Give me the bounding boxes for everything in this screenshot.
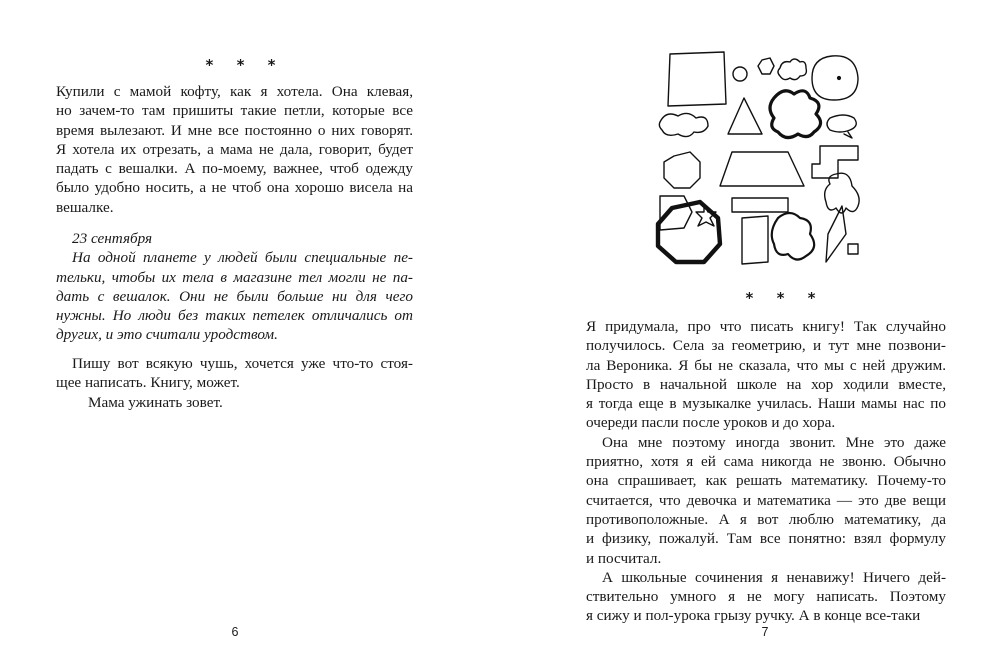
text-line: Купили с мамой кофту, как я хотела. Она клевая,	[56, 83, 413, 100]
text-line: нужны. Но люди без таких петелек отличались от	[56, 307, 413, 325]
text-line: ла Вероника. Я бы не сказала, что мы с ней дружим.	[586, 356, 946, 374]
paragraph-2	[586, 433, 946, 568]
right-page	[500, 0, 1000, 667]
section-divider-stars: * * *	[745, 289, 825, 307]
paragraph-3	[586, 568, 946, 626]
text-line: я сижу и пол-урока грызу ручку. А в конце все-таки	[586, 607, 921, 625]
diary-text	[56, 248, 413, 344]
main-text	[586, 317, 946, 626]
text-line: других, и это считали уродством.	[56, 326, 278, 344]
entry-paragraph	[56, 82, 413, 217]
section-divider-stars: * * *	[205, 56, 285, 74]
text-line: Я придумала, про что писать книгу! Так случайно	[586, 318, 946, 335]
text-line: щее написать. Книгу, может.	[56, 374, 240, 392]
text-line: А школьные сочинения я ненавижу! Ничего дей-	[602, 568, 946, 586]
text-line: дать с вешалок. Они не были больше ни для чего	[56, 287, 413, 305]
text-line: и физику, пожалуй. Там все понятно: взял формулу	[586, 530, 946, 548]
text-line: приятно, хотя я ей сама никогда не звоню. Обычно	[586, 453, 946, 471]
diary-entry	[56, 229, 413, 345]
text-line: и посчитал.	[586, 549, 662, 567]
text-line: но зачем-то там пришиты такие петли, которые все	[56, 102, 413, 120]
text-line: тельки, чтобы их тела в магазине тел могли не па-	[56, 268, 413, 286]
closing-line: Мама ужинать зовет.	[88, 393, 223, 411]
text-line: Она мне поэтому иногда звонит. Мне это даже	[602, 433, 946, 451]
text-line: Я хотела их отрезать, а мама не дала, говорит, будет	[56, 140, 413, 158]
entry-paragraph-text	[56, 82, 413, 217]
text-line: очереди пасли после уроков и до хора.	[586, 414, 836, 432]
text-line: считается, что девочка и математика — это две вещи	[586, 491, 946, 509]
text-line: противоположные. А я вот люблю математику, да	[586, 510, 946, 528]
page-number-left: 6	[231, 625, 239, 639]
text-line: она спрашивает, как решать математику. Почему-то	[586, 472, 946, 490]
paragraph-1	[586, 317, 946, 433]
text-line: Просто в начальной школе на хор ходили вместе,	[586, 375, 946, 393]
text-line: На одной планете у людей были специальные пе-	[72, 249, 413, 267]
text-line: получилось. Села за геометрию, и тут мне позвони-	[586, 337, 946, 355]
text-line: было удобно носить, а не чтоб она хорошо висела на	[56, 179, 413, 197]
text-line: Пишу вот всякую чушь, хочется уже что-то стоя-	[72, 355, 413, 372]
closing-text	[56, 354, 413, 412]
page-number-right: 7	[761, 625, 769, 639]
text-line: вешалке.	[56, 198, 114, 216]
closing-paragraph	[56, 354, 413, 393]
text-line: я тогда еще в музыкалке училась. Наши мамы нас по	[586, 395, 946, 413]
hand-drawn-shapes-icon	[652, 48, 872, 268]
diary-date: 23 сентября	[72, 230, 153, 247]
text-line: падать с вешалки. А по-моему, важнее, чтоб одежду	[56, 160, 413, 178]
text-line: время вылезают. И мне все постоянно о них говорят.	[56, 121, 413, 139]
text-line: ствительно умного я не могу написать. Поэтому	[586, 588, 946, 606]
